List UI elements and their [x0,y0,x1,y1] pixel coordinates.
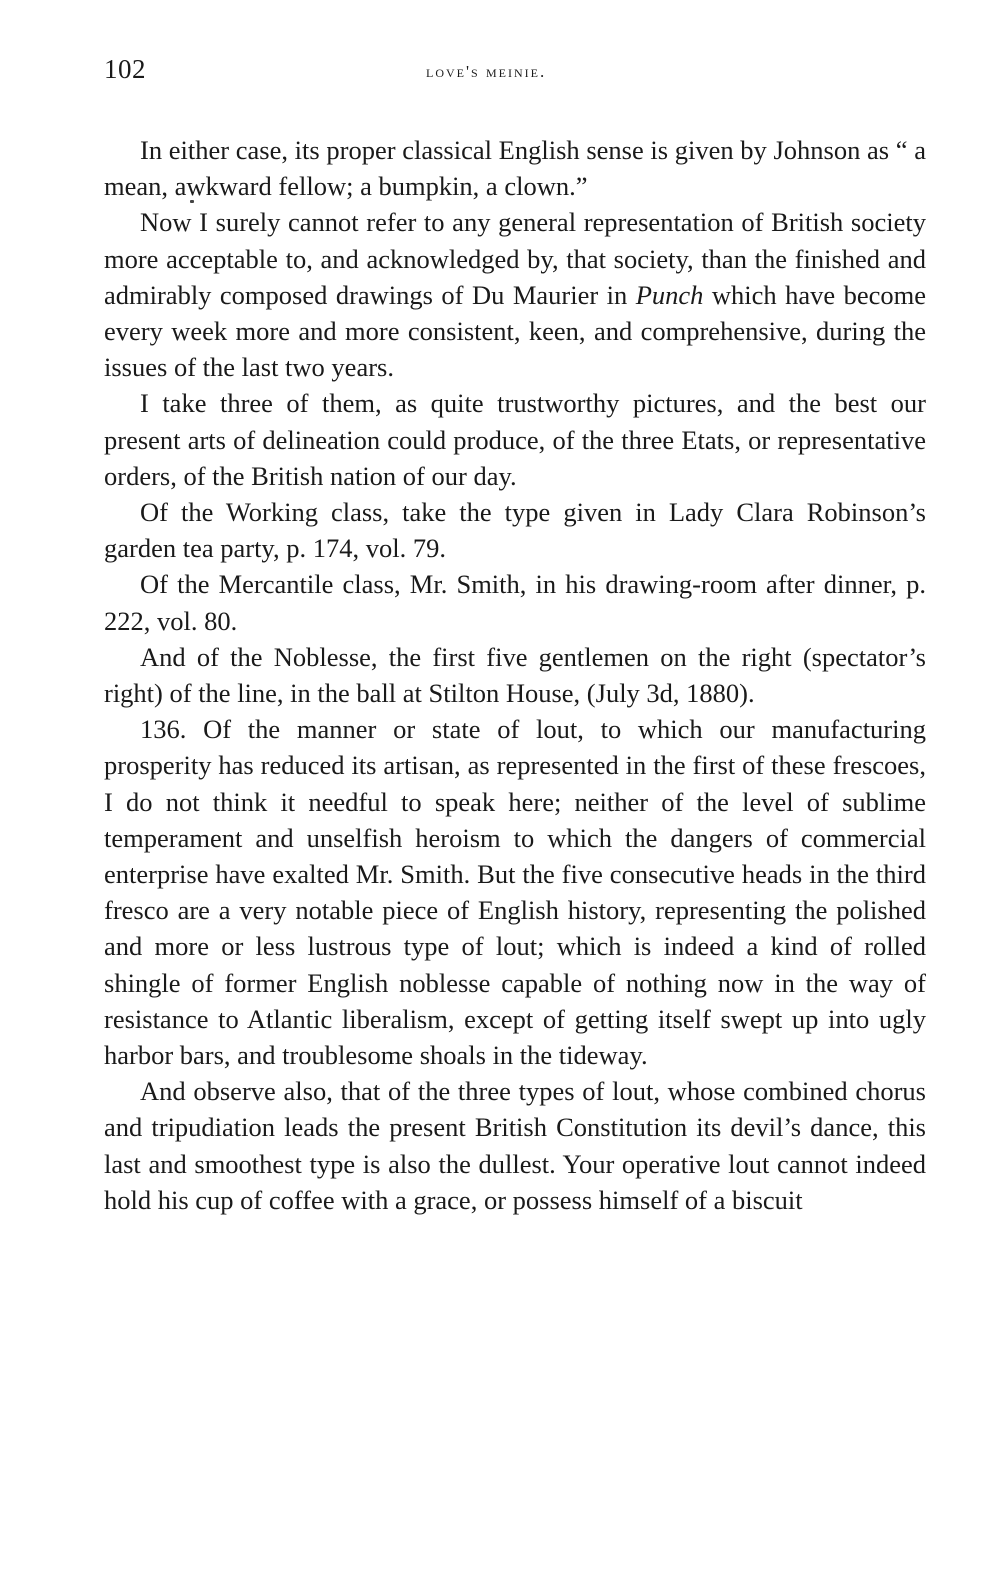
punch-title: Punch [635,279,704,310]
paragraph-working-class: Of the Working class, take the type given in Lady Clara Robinson’s garden tea party, p. 174, vol. 79. [104,497,926,564]
paragraph-three-etats: I take three of them, as quite trustworthy pictures, and the best our present arts of delineation could produce, of the three Etats, or representative orders, of the British nation of our day. [104,388,926,491]
body-text [104,132,926,1218]
paragraph-noblesse: And of the Noblesse, the first five gentlemen on the right (spectator’s right) of the line, in the ball at Stilton House, (July 3d, 1880). [104,641,926,709]
running-head [104,48,926,88]
paragraph-du-maurier [104,204,926,385]
paragraph-continuation: In either case, its proper classical English sense is given by Johnson as “ a mean, awkward fellow; a bumpkin, a clown.” [104,135,926,202]
page-number: 102 [104,54,146,84]
paragraph-mercantile-class: Of the Mercantile class, Mr. Smith, in his drawing-room after dinner, p. 222, vol. 80. [104,569,926,636]
paragraph-three-types: And observe also, that of the three types of lout, whose combined chorus and tripudiation leads the present British Constitution its devil’s dance, this last and smoothest type is also the dullest. Your operative lout cannot indeed hold his cup of coffee with a grace, or possess himself of a biscuit [104,1076,926,1215]
running-title: love's meinie. [426,62,547,81]
paragraph-du-maurier-end: which have become every week more and more consistent, keen, and comprehensive, during the issues of the last two years. [104,279,926,383]
paragraph-section-136: 136. Of the manner or state of lout, to which our manufacturing prosperity has reduced its artisan, as represented in the first of these frescoes, I do not think it needful to speak here; neither of the level of sublime temperament and unselfish heroism to which the dangers of commercial enterprise have exalted Mr. Smith. But the five consecutive heads in the third fresco are a very notable piece of English history, representing the polished and more or less lustrous type of lout; which is indeed a kind of rolled shingle of former English noblesse capable of nothing now in the way of resistance to Atlantic liberalism, except of getting itself swept up into ugly harbor bars, and troublesome shoals in the tideway. [104,714,926,1071]
paragraph-du-maurier-start: Now I surely cannot refer to any general representation of British society more acceptable to, and acknowledged by, that society, than the finished and admirably composed drawings of Du Maurier in [104,207,926,310]
book-page [104,48,926,1215]
